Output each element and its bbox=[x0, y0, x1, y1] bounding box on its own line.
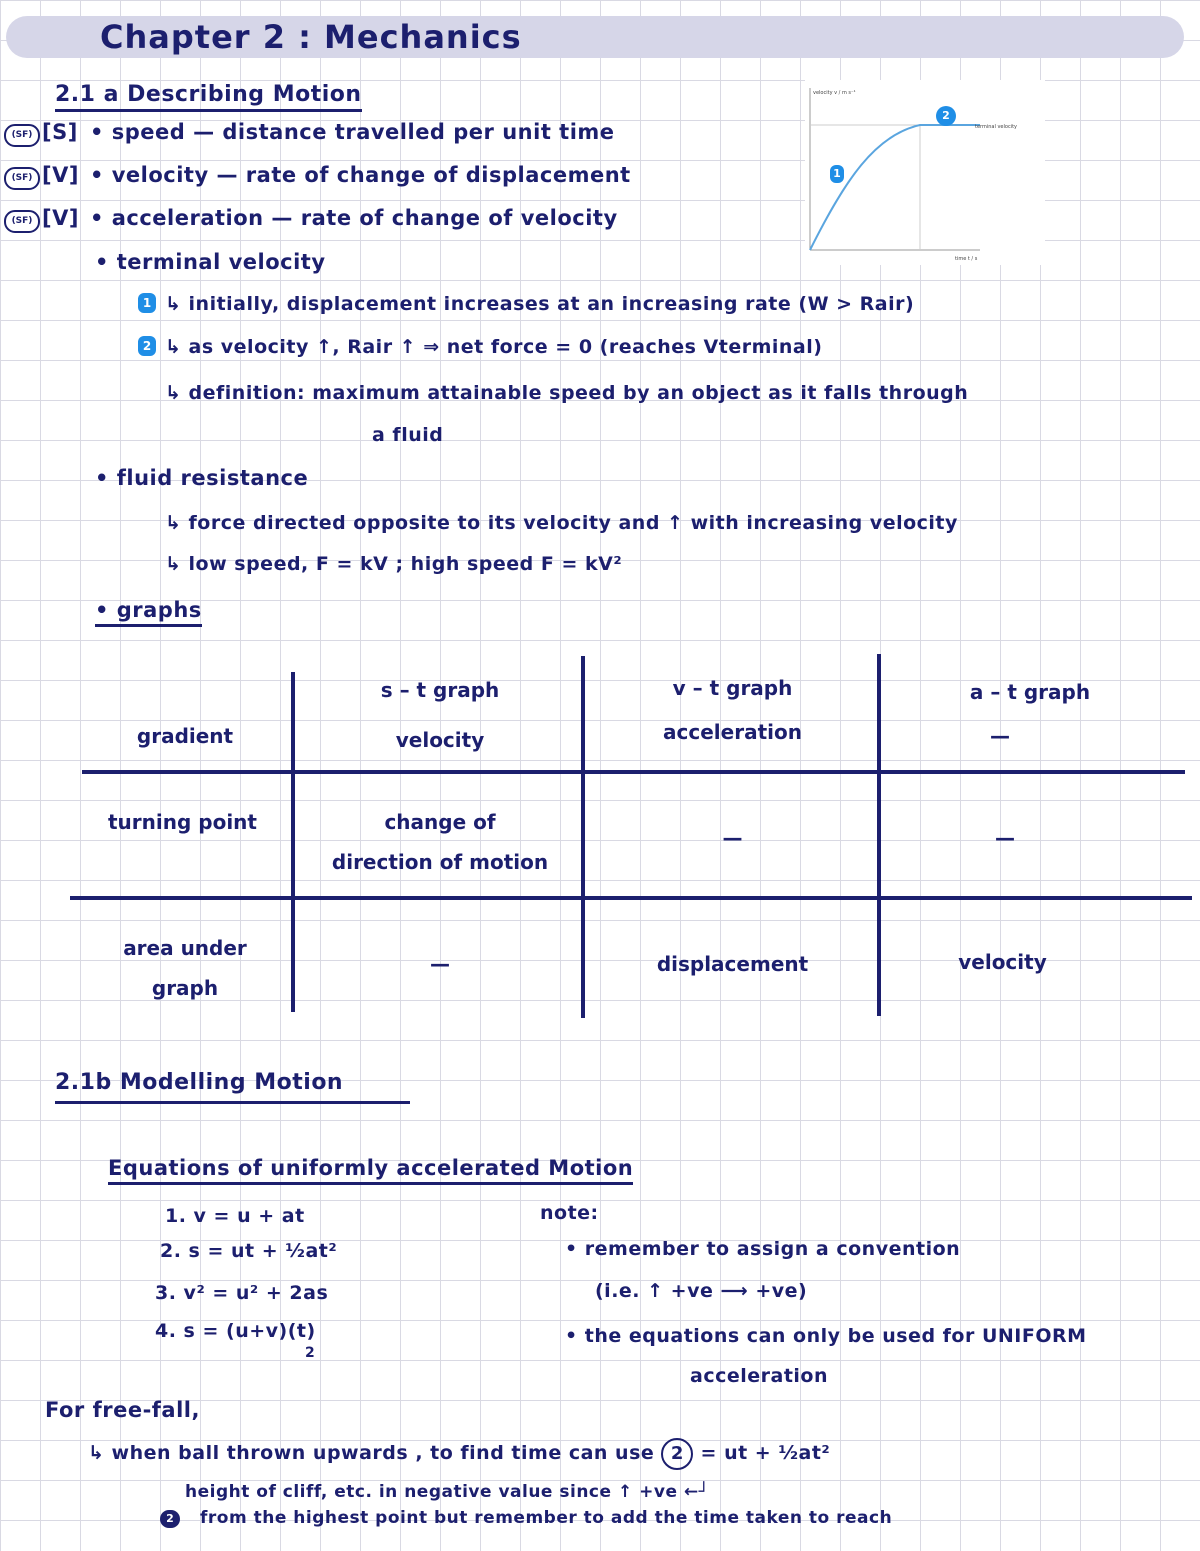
fluid-line-2: ↳ low speed, F = kV ; high speed F = kV² bbox=[165, 553, 623, 575]
bracket-label: [V] bbox=[42, 163, 79, 187]
cell-turning-a-t: — bbox=[995, 826, 1015, 850]
row-label-area-under-graph: area under bbox=[123, 936, 247, 960]
cell-turning-s-t-b: direction of motion bbox=[331, 850, 549, 874]
table-divider bbox=[581, 656, 585, 1018]
table-divider bbox=[877, 654, 881, 1016]
equation-2: 2. s = ut + ½at² bbox=[160, 1240, 338, 1262]
table-divider bbox=[82, 770, 1185, 774]
terminal-definition-cont: a fluid bbox=[372, 424, 444, 446]
freefall-line-1-eq: = ut + ½at² bbox=[700, 1442, 831, 1464]
fluid-resistance-heading: • fluid resistance bbox=[95, 466, 309, 490]
freefall-heading: For free-fall, bbox=[45, 1398, 200, 1422]
header-a-t-graph: a – t graph bbox=[969, 680, 1091, 704]
cell-gradient-v-t: acceleration bbox=[663, 720, 802, 744]
equation-1: 1. v = u + at bbox=[165, 1205, 305, 1227]
definition-speed: • speed — distance travelled per unit time bbox=[90, 120, 615, 144]
equations-heading: Equations of uniformly accelerated Motion bbox=[108, 1156, 633, 1185]
header-v-t-graph: v – t graph bbox=[672, 676, 793, 700]
cell-gradient-s-t: velocity bbox=[395, 728, 485, 752]
terminal-definition: ↳ definition: maximum attainable speed by an object as it falls through bbox=[165, 382, 969, 404]
equation-4-numerator: 4. s = (u+v)(t) bbox=[155, 1320, 316, 1342]
bracket-label: [S] bbox=[42, 120, 78, 144]
freefall-line-2: height of cliff, etc. in negative value since ↑ +ve ←┘ bbox=[185, 1482, 710, 1502]
row-label-turning-point: turning point bbox=[108, 810, 257, 834]
definition-acceleration: • acceleration — rate of change of velocity bbox=[90, 206, 618, 230]
section-heading-describing-motion: 2.1 a Describing Motion bbox=[55, 82, 362, 112]
bracket-label: [V] bbox=[42, 206, 79, 230]
sf-badge-icon: (SF) bbox=[4, 124, 40, 147]
terminal-line-1: ↳ initially, displacement increases at an increasing rate (W > Rair) bbox=[165, 293, 915, 315]
cell-turning-s-t-a: change of bbox=[384, 810, 496, 834]
cell-turning-v-t: — bbox=[722, 826, 743, 850]
cell-area-v-t: displacement bbox=[656, 952, 809, 976]
graphs-heading-text: • graphs bbox=[95, 598, 202, 627]
note-uniform: • the equations can only be used for UNIFORM bbox=[565, 1325, 1087, 1347]
table-divider bbox=[291, 672, 295, 1012]
freefall-line-1 bbox=[88, 1438, 830, 1470]
section-heading-modelling-motion: 2.1b Modelling Motion bbox=[55, 1070, 410, 1104]
terminal-velocity-heading: • terminal velocity bbox=[95, 250, 326, 274]
marker-1-icon: 1 bbox=[138, 293, 156, 313]
page-title: Chapter 2 : Mechanics bbox=[100, 18, 522, 56]
marker-2-icon: 2 bbox=[138, 336, 156, 356]
cell-area-a-t: velocity bbox=[958, 950, 1047, 974]
row-label-area-under-graph-cont: graph bbox=[151, 976, 219, 1000]
sf-badge-icon: (SF) bbox=[4, 210, 40, 233]
fluid-line-1: ↳ force directed opposite to its velocity and ↑ with increasing velocity bbox=[165, 512, 958, 534]
cell-gradient-a-t: — bbox=[990, 724, 1010, 748]
freefall-line-1-text: ↳ when ball thrown upwards , to find time can use bbox=[88, 1442, 655, 1464]
note-uniform-cont: acceleration bbox=[690, 1365, 828, 1387]
graph-terminal-label: terminal velocity bbox=[975, 124, 1018, 130]
velocity-curve bbox=[810, 125, 980, 250]
graph-marker-1-icon: 1 bbox=[830, 165, 844, 183]
sf-badge-icon: (SF) bbox=[4, 167, 40, 190]
graphs-heading bbox=[95, 598, 202, 622]
graph-x-label: time t / s bbox=[955, 256, 978, 262]
row-label-gradient: gradient bbox=[136, 724, 234, 748]
equation-3: 3. v² = u² + 2as bbox=[155, 1282, 329, 1304]
freefall-line-3: from the highest point but remember to add the time taken to reach bbox=[200, 1508, 893, 1528]
equation-4 bbox=[155, 1320, 316, 1342]
marker-2-icon: 2 bbox=[160, 1510, 180, 1528]
note-convention-example: (i.e. ↑ +ve ⟶ +ve) bbox=[595, 1280, 808, 1302]
table-divider bbox=[70, 896, 1192, 900]
note-heading: note: bbox=[540, 1202, 599, 1224]
graph-y-label: velocity v / m s⁻¹ bbox=[813, 90, 856, 96]
circled-2-icon: 2 bbox=[661, 1438, 693, 1470]
note-convention: • remember to assign a convention bbox=[565, 1238, 961, 1260]
definition-velocity: • velocity — rate of change of displacement bbox=[90, 163, 631, 187]
header-s-t-graph: s – t graph bbox=[380, 678, 500, 702]
terminal-line-2: ↳ as velocity ↑, Rair ↑ ⇒ net force = 0 (reaches Vterminal) bbox=[165, 336, 823, 358]
cell-area-s-t: — bbox=[430, 952, 450, 976]
equation-4-denominator: 2 bbox=[305, 1345, 316, 1361]
graph-marker-2-icon: 2 bbox=[936, 106, 956, 126]
